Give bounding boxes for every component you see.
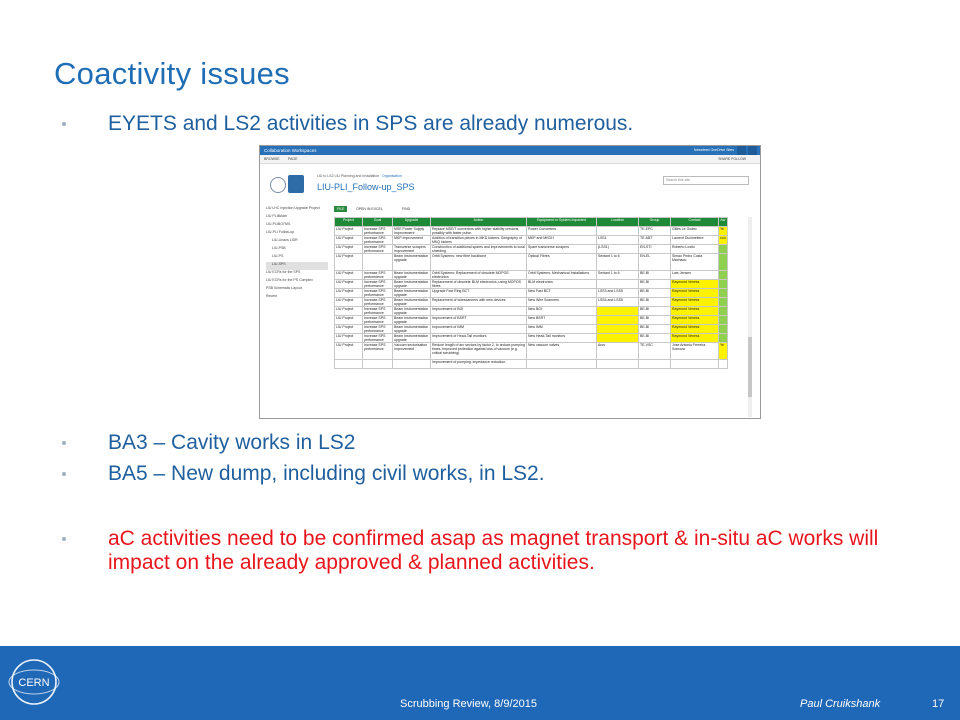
footer-author: Paul Cruikshank [800,698,881,710]
table-cell: Addition of transition pieces in MKD kickers. Serigraphy of MKQ kickers [431,236,527,245]
table-cell [719,307,728,316]
table-cell: LIU Project [335,343,363,360]
sidebar-item: LIU PLIBAdm [266,214,288,218]
table-cell [719,245,728,254]
table-cell: LIU Project [335,307,363,316]
table-cell: New BSRT [527,316,597,325]
table-cell [719,280,728,289]
table-cell: Beam Instrumentation upgrade [393,316,431,325]
site-logo-icon [288,175,304,193]
table-cell: BE-BI [639,298,671,307]
table-cell [597,316,639,325]
table-cell: Arcs [597,343,639,360]
table-cell: Optical Fibres [527,254,597,271]
table-cell: LIU Project [335,245,363,254]
table-row [335,254,728,271]
table-cell [527,360,597,369]
table-cell: Upgrade Fast Ring BCT [431,289,527,298]
table-cell: Raymond Veness [671,280,719,289]
bullet-dot [62,441,66,445]
table-cell: Laurent Ducimetiere [671,236,719,245]
table-cell: Increase SPS performance [363,343,393,360]
table-cell: Increase SPS performance [363,245,393,254]
table-cell: BE-BI [639,316,671,325]
sidebar-item: LIU-PS [272,254,284,258]
table-cell: BE-BI [639,280,671,289]
table-cell: Improvement of BSRT [431,316,527,325]
open-in-excel: OPEN IN EXCEL [356,207,383,211]
table-cell: LSS4 and LSS5 [597,298,639,307]
table-cell: BE-BI [639,334,671,343]
table-cell [363,360,393,369]
table-cell: Roberto Losito [671,245,719,254]
table-cell: BE-BI [639,325,671,334]
table-cell: Improvement of BGI [431,307,527,316]
sidebar-item: LIU-PLIBOTMS [266,222,291,226]
table-cell: Ye [719,343,728,360]
bullet-text: BA3 – Cavity works in LS2 [108,431,356,454]
table-cell: New Fast BCT [527,289,597,298]
table-cell: Sextant 1 to 6 [597,254,639,271]
table-row [335,289,728,298]
table-cell: Increase SPS performance [363,325,393,334]
table-cell: LIU Project [335,271,363,280]
table-cell: TE-ABT [639,236,671,245]
slide-title: Coactivity issues [54,56,290,91]
table-cell: (LSS1) [597,245,639,254]
sidebar-item: PSB Schematic Layout [266,286,302,290]
table-cell: Beam Instrumentation upgrade [393,289,431,298]
table-cell: Raymond Veness [671,307,719,316]
table-cell: Power Converters [527,227,597,236]
table-cell: Increase SPS performance [363,316,393,325]
table-row [335,360,728,369]
page-number: 17 [932,698,945,710]
sidebar-item: LIU-PSB [272,246,286,250]
sidebar-item: LIU ECRs for the PS Complex [266,278,313,282]
scrollbar [748,217,752,417]
table-cell: Increase SPS performance [363,280,393,289]
table-cell: Raymond Veness [671,298,719,307]
table-cell [597,280,639,289]
table-cell: Jose Antonio Ferreira Somoza [671,343,719,360]
table-row [335,325,728,334]
table-cell: Orbit Systems: new fibre backbone [431,254,527,271]
table-cell: Increase SPS performance [363,307,393,316]
table-cell: Simao Pedro Costa Machado [671,254,719,271]
share-follow-links: SHARE FOLLOW [718,157,746,161]
table-cell: LIU Project [335,227,363,236]
tab-browse: BROWSE [264,157,280,161]
site-title: LIU-PLI_Follow-up_SPS [317,182,415,192]
column-header: Project [335,218,363,227]
table-cell: Improvement of pumping, impedance reduction, [431,360,527,369]
table-cell: LIU Project [335,325,363,334]
breadcrumb-org: Organisation [382,174,402,178]
table-cell: Raymond Veness [671,289,719,298]
bullet-text: BA5 – New dump, including civil works, in LS2. [108,462,545,485]
search-input [663,176,749,185]
table-row [335,227,728,236]
table-row [335,298,728,307]
table-cell: New IMM [527,325,597,334]
table-cell: Reduce length of arc sectors by factor 2, to reduce pumping times. Improved protection against loss of vacuum (e.g. critical scrubbing) [431,343,527,360]
sidebar-item: LIU-Linacs LIDR [272,238,298,242]
table-cell: Vacuum sectorisation improvement [393,343,431,360]
table-cell: Increase SPS performance [363,334,393,343]
table-cell: Lars Jensen [671,271,719,280]
table-cell [597,325,639,334]
table-cell: New Wire Scanners [527,298,597,307]
bullet-dot [62,122,66,126]
column-header: Location [597,218,639,227]
column-header: Equipment or System Impacted [527,218,597,227]
table-cell: LIU Project [335,236,363,245]
column-header: Aw [719,218,728,227]
table-cell: con [719,236,728,245]
cern-logo-text: CERN [18,677,50,689]
bullet-text-warning: aC activities need to be confirmed asap as magnet transport & in-situ aC works will impact on the already approved & planned activities. [108,527,879,574]
table-cell: Beam Instrumentation upgrade [393,307,431,316]
table-cell [363,254,393,271]
table-cell [597,307,639,316]
table-cell: EN-EL [639,254,671,271]
column-header: Group [639,218,671,227]
table-cell: BE-BI [639,271,671,280]
bullet-text: EYETS and LS2 activities in SPS are already numerous. [108,112,634,135]
table-cell: Beam Instrumentation upgrade [393,280,431,289]
table-cell: BE-BI [639,289,671,298]
table-row [335,334,728,343]
table-row [335,343,728,360]
table-cell: Orbit Systems: Mechanical Installations [527,271,597,280]
table-row [335,236,728,245]
table-cell [719,254,728,271]
cern-logo-icon [8,656,60,708]
tab-page: PAGE [288,157,298,161]
sidebar-item: LIU-PLI Follow-up [266,230,295,234]
table-cell: Ye [719,227,728,236]
table-cell: Transverse scrapers improvement [393,245,431,254]
table-cell: Beam Instrumentation upgrade [393,334,431,343]
bullet-dot [62,537,66,541]
table-cell: Replacement of obsolete BLM electronics, using MOPOS fibres [431,280,527,289]
table-row [335,271,728,280]
table-cell: LIU Project [335,254,363,271]
table-cell [719,360,728,369]
table-row [335,307,728,316]
table-cell: MKP Improvement [393,236,431,245]
table-cell: BE-BI [639,307,671,316]
table-row [335,280,728,289]
table-cell [597,360,639,369]
table-row [335,316,728,325]
table-cell: Increase SPS performance [363,227,393,236]
breadcrumb [317,174,402,178]
table-cell [639,360,671,369]
sidebar-item: LIU LHC Injection Upgrade Project [266,206,320,210]
table-cell [719,316,728,325]
search-placeholder: Search this site [666,178,690,182]
table-cell: Increase SPS performance [363,271,393,280]
table-cell: Increase SPS performance [363,298,393,307]
column-header: Upgrade [393,218,431,227]
table-cell [671,360,719,369]
table-cell: LSS3 and LSS5 [597,289,639,298]
table-cell: LIU Project [335,298,363,307]
table-cell: Improvement of IMM [431,325,527,334]
table-cell: Increase SPS performance [363,236,393,245]
sidebar-item: Recent [266,294,278,298]
footer-event: Scrubbing Review, 8/9/2015 [400,698,537,710]
table-cell [335,360,363,369]
table-cell: Beam Instrumentation upgrade [393,254,431,271]
help-icon [748,146,757,155]
table-cell: LIU Project [335,280,363,289]
table-cell: BLM electronics [527,280,597,289]
find-tab: FIND [402,207,411,211]
column-header: Goal [363,218,393,227]
column-header: Contact [671,218,719,227]
bullet-dot [62,472,66,476]
table-cell [719,334,728,343]
table-cell [719,271,728,280]
slide-footer [0,646,960,720]
table-cell [393,360,431,369]
table-cell [597,334,639,343]
table-cell: Construction of additional spares and improvements to local shielding [432,245,525,253]
sidebar-item: LIU ECRs for the SPS [266,270,301,274]
file-tab: FILE [334,206,347,212]
table-cell: Replacement of wirescanners with new devices [431,298,527,307]
table-cell [597,227,639,236]
app-name: Collaboration Workspaces [264,148,317,153]
table-cell: MKP and MKDH [527,236,597,245]
table-cell: Replace MSE/T convertors with higher stability versions, possibly with faster pulse. [431,227,527,236]
table-cell: LIU Project [335,316,363,325]
sidebar-item: LIU-SPS [266,262,328,270]
scrollbar-thumb [748,337,752,397]
data-table [334,217,728,369]
breadcrumb-links: LIU to LS2 LIU Planning and Installation [317,174,380,178]
app-header-bar [260,146,760,155]
table-cell: Raymond Veness [671,325,719,334]
table-cell: Beam Instrumentation upgrade [393,298,431,307]
table-cell: New BGI [527,307,597,316]
table-cell: Orbit Systems: Replacement of obsolete MOPOS electronics [431,271,527,280]
table-cell: TE-VSC [639,343,671,360]
settings-icon [737,146,746,155]
table-header-row [335,218,728,227]
table-cell [719,325,728,334]
table-cell: Sextant 1 to 6 [597,271,639,280]
table-row [335,245,728,254]
table-cell [719,298,728,307]
embedded-screenshot [259,145,761,419]
sidebar-nav [266,206,328,302]
table-cell: LIU Project [335,334,363,343]
table-cell: New Head-Tail monitors [527,334,597,343]
table-cell: Raymond Veness [671,334,719,343]
cern-logo-icon [270,177,286,193]
table-cell: LSS1 [597,236,639,245]
table-cell: Gilles Le Godec [671,227,719,236]
table-cell: Beam Instrumentation upgrade [393,271,431,280]
table-cell: New vacuum valves [527,343,597,360]
ribbon-tabs [260,155,760,164]
table-cell: Beam Instrumentation upgrade [393,325,431,334]
table-cell: Increase SPS performance [363,289,393,298]
column-header: Action [431,218,527,227]
top-links: Newsfeed OneDrive Sites [693,148,734,152]
table-cell: MSE Power Supply Improvement [393,227,431,236]
table-cell: TE-EPC [639,227,671,236]
table-cell: EN-STI [639,245,671,254]
table-cell: Raymond Veness [671,316,719,325]
table-cell [719,289,728,298]
table-cell: Improvement of Head-Tail monitors [431,334,527,343]
table-cell: Spare transverse scrapers [527,245,597,254]
table-cell: LIU Project [335,289,363,298]
